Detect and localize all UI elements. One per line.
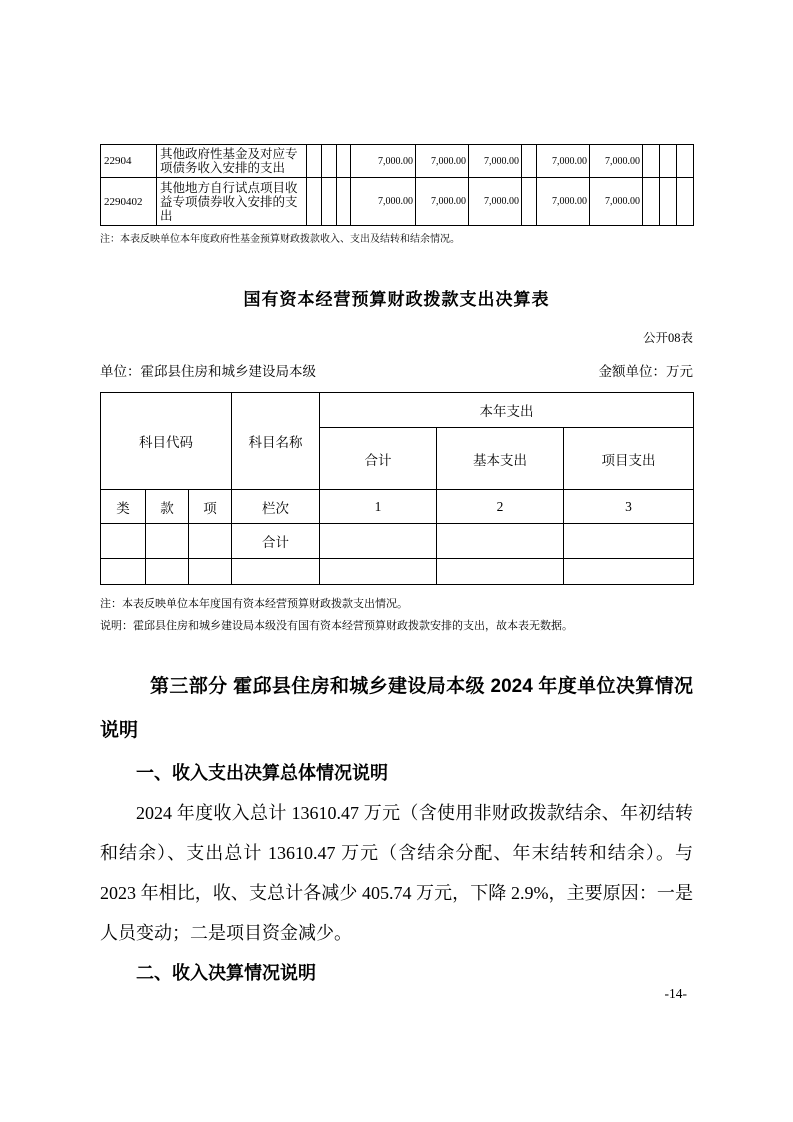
soe-budget-expenditure-table <box>100 392 694 585</box>
table-title: 国有资本经营预算财政拨款支出决算表 <box>243 290 550 309</box>
table-remark: 说明：霍邱县住房和城乡建设局本级没有国有资本经营预算财政拨款安排的支出，故本表无数据。 <box>100 620 573 632</box>
empty-cell <box>322 178 337 226</box>
empty-cell <box>677 178 694 226</box>
subject-code-cell: 2290402 <box>101 178 157 226</box>
project-expense-header: 项目支出 <box>564 428 694 490</box>
empty-cell <box>337 145 351 178</box>
page-content <box>100 144 693 993</box>
table-note: 注：本表反映单位本年度政府性基金预算财政拨款收入、支出及结转和结余情况。 <box>100 234 460 245</box>
body-paragraph: 2024 年度收入总计 13610.47 万元（含使用非财政拨款结余、年初结转和结余）、支出总计 13610.47 万元（含结余分配、年末结转和结余）。与 2023 年相比，收、支总计各减少 405.74 万元，下降 2.9%，主要原因：一是人员变动；二是项目资金减少。 <box>100 803 693 943</box>
empty-cell <box>337 178 351 226</box>
empty-cell <box>564 559 694 585</box>
empty-cell <box>101 524 146 559</box>
amount-cell: 7,000.00 <box>351 145 416 178</box>
empty-cell <box>522 145 537 178</box>
empty-cell <box>307 145 322 178</box>
section-header: 款 <box>146 490 189 524</box>
section-heading: 第三部分 霍邱县住房和城乡建设局本级 2024 年度单位决算情况说明 <box>100 676 693 741</box>
amount-cell: 7,000.00 <box>416 145 469 178</box>
table-row <box>101 145 694 178</box>
category-header: 类 <box>101 490 146 524</box>
amount-cell: 7,000.00 <box>590 178 643 226</box>
empty-cell <box>643 178 660 226</box>
empty-cell <box>189 559 232 585</box>
empty-cell <box>232 559 320 585</box>
subject-name-cell: 其他地方自行试点项目收益专项债券收入安排的支出 <box>157 178 307 226</box>
total-row <box>101 524 694 559</box>
item-header: 项 <box>189 490 232 524</box>
empty-cell <box>660 145 677 178</box>
subject-name-header: 科目名称 <box>232 393 320 490</box>
amount-cell: 7,000.00 <box>537 145 590 178</box>
column-number: 1 <box>320 490 437 524</box>
amount-cell: 7,000.00 <box>416 178 469 226</box>
table-row <box>101 178 694 226</box>
empty-cell <box>677 145 694 178</box>
year-expense-header: 本年支出 <box>320 393 694 428</box>
subject-code-cell: 22904 <box>101 145 157 178</box>
empty-cell <box>522 178 537 226</box>
amount-cell: 7,000.00 <box>469 178 522 226</box>
amount-cell: 7,000.00 <box>469 145 522 178</box>
total-header: 合计 <box>320 428 437 490</box>
empty-cell <box>322 145 337 178</box>
total-row-label: 合计 <box>232 524 320 559</box>
column-label: 栏次 <box>232 490 320 524</box>
empty-cell <box>320 524 437 559</box>
empty-cell <box>564 524 694 559</box>
empty-cell <box>643 145 660 178</box>
empty-cell <box>146 524 189 559</box>
amount-cell: 7,000.00 <box>537 178 590 226</box>
column-number: 2 <box>437 490 564 524</box>
empty-cell <box>146 559 189 585</box>
table-meta-row <box>100 360 693 380</box>
gov-fund-expenditure-table <box>100 144 694 226</box>
empty-cell <box>307 178 322 226</box>
empty-cell <box>189 524 232 559</box>
amount-cell: 7,000.00 <box>590 145 643 178</box>
amount-cell: 7,000.00 <box>351 178 416 226</box>
empty-row <box>101 559 694 585</box>
table-code-label: 公开08表 <box>642 331 693 345</box>
column-number: 3 <box>564 490 694 524</box>
empty-cell <box>660 178 677 226</box>
basic-expense-header: 基本支出 <box>437 428 564 490</box>
empty-cell <box>320 559 437 585</box>
header-row <box>101 393 694 428</box>
unit-label: 单位：霍邱县住房和城乡建设局本级 <box>100 364 316 379</box>
page-number: -14- <box>664 986 687 1001</box>
subject-code-header: 科目代码 <box>101 393 232 490</box>
sub-heading-income-detail: 二、收入决算情况说明 <box>136 963 316 983</box>
amount-unit-label: 金额单位：万元 <box>598 364 693 379</box>
subject-name-cell: 其他政府性基金及对应专项债务收入安排的支出 <box>157 145 307 178</box>
empty-cell <box>437 524 564 559</box>
sub-heading-income-expense-overview: 一、收入支出决算总体情况说明 <box>136 763 388 783</box>
column-index-row <box>101 490 694 524</box>
empty-cell <box>437 559 564 585</box>
empty-cell <box>101 559 146 585</box>
table-note: 注：本表反映单位本年度国有资本经营预算财政拨款支出情况。 <box>100 598 408 610</box>
